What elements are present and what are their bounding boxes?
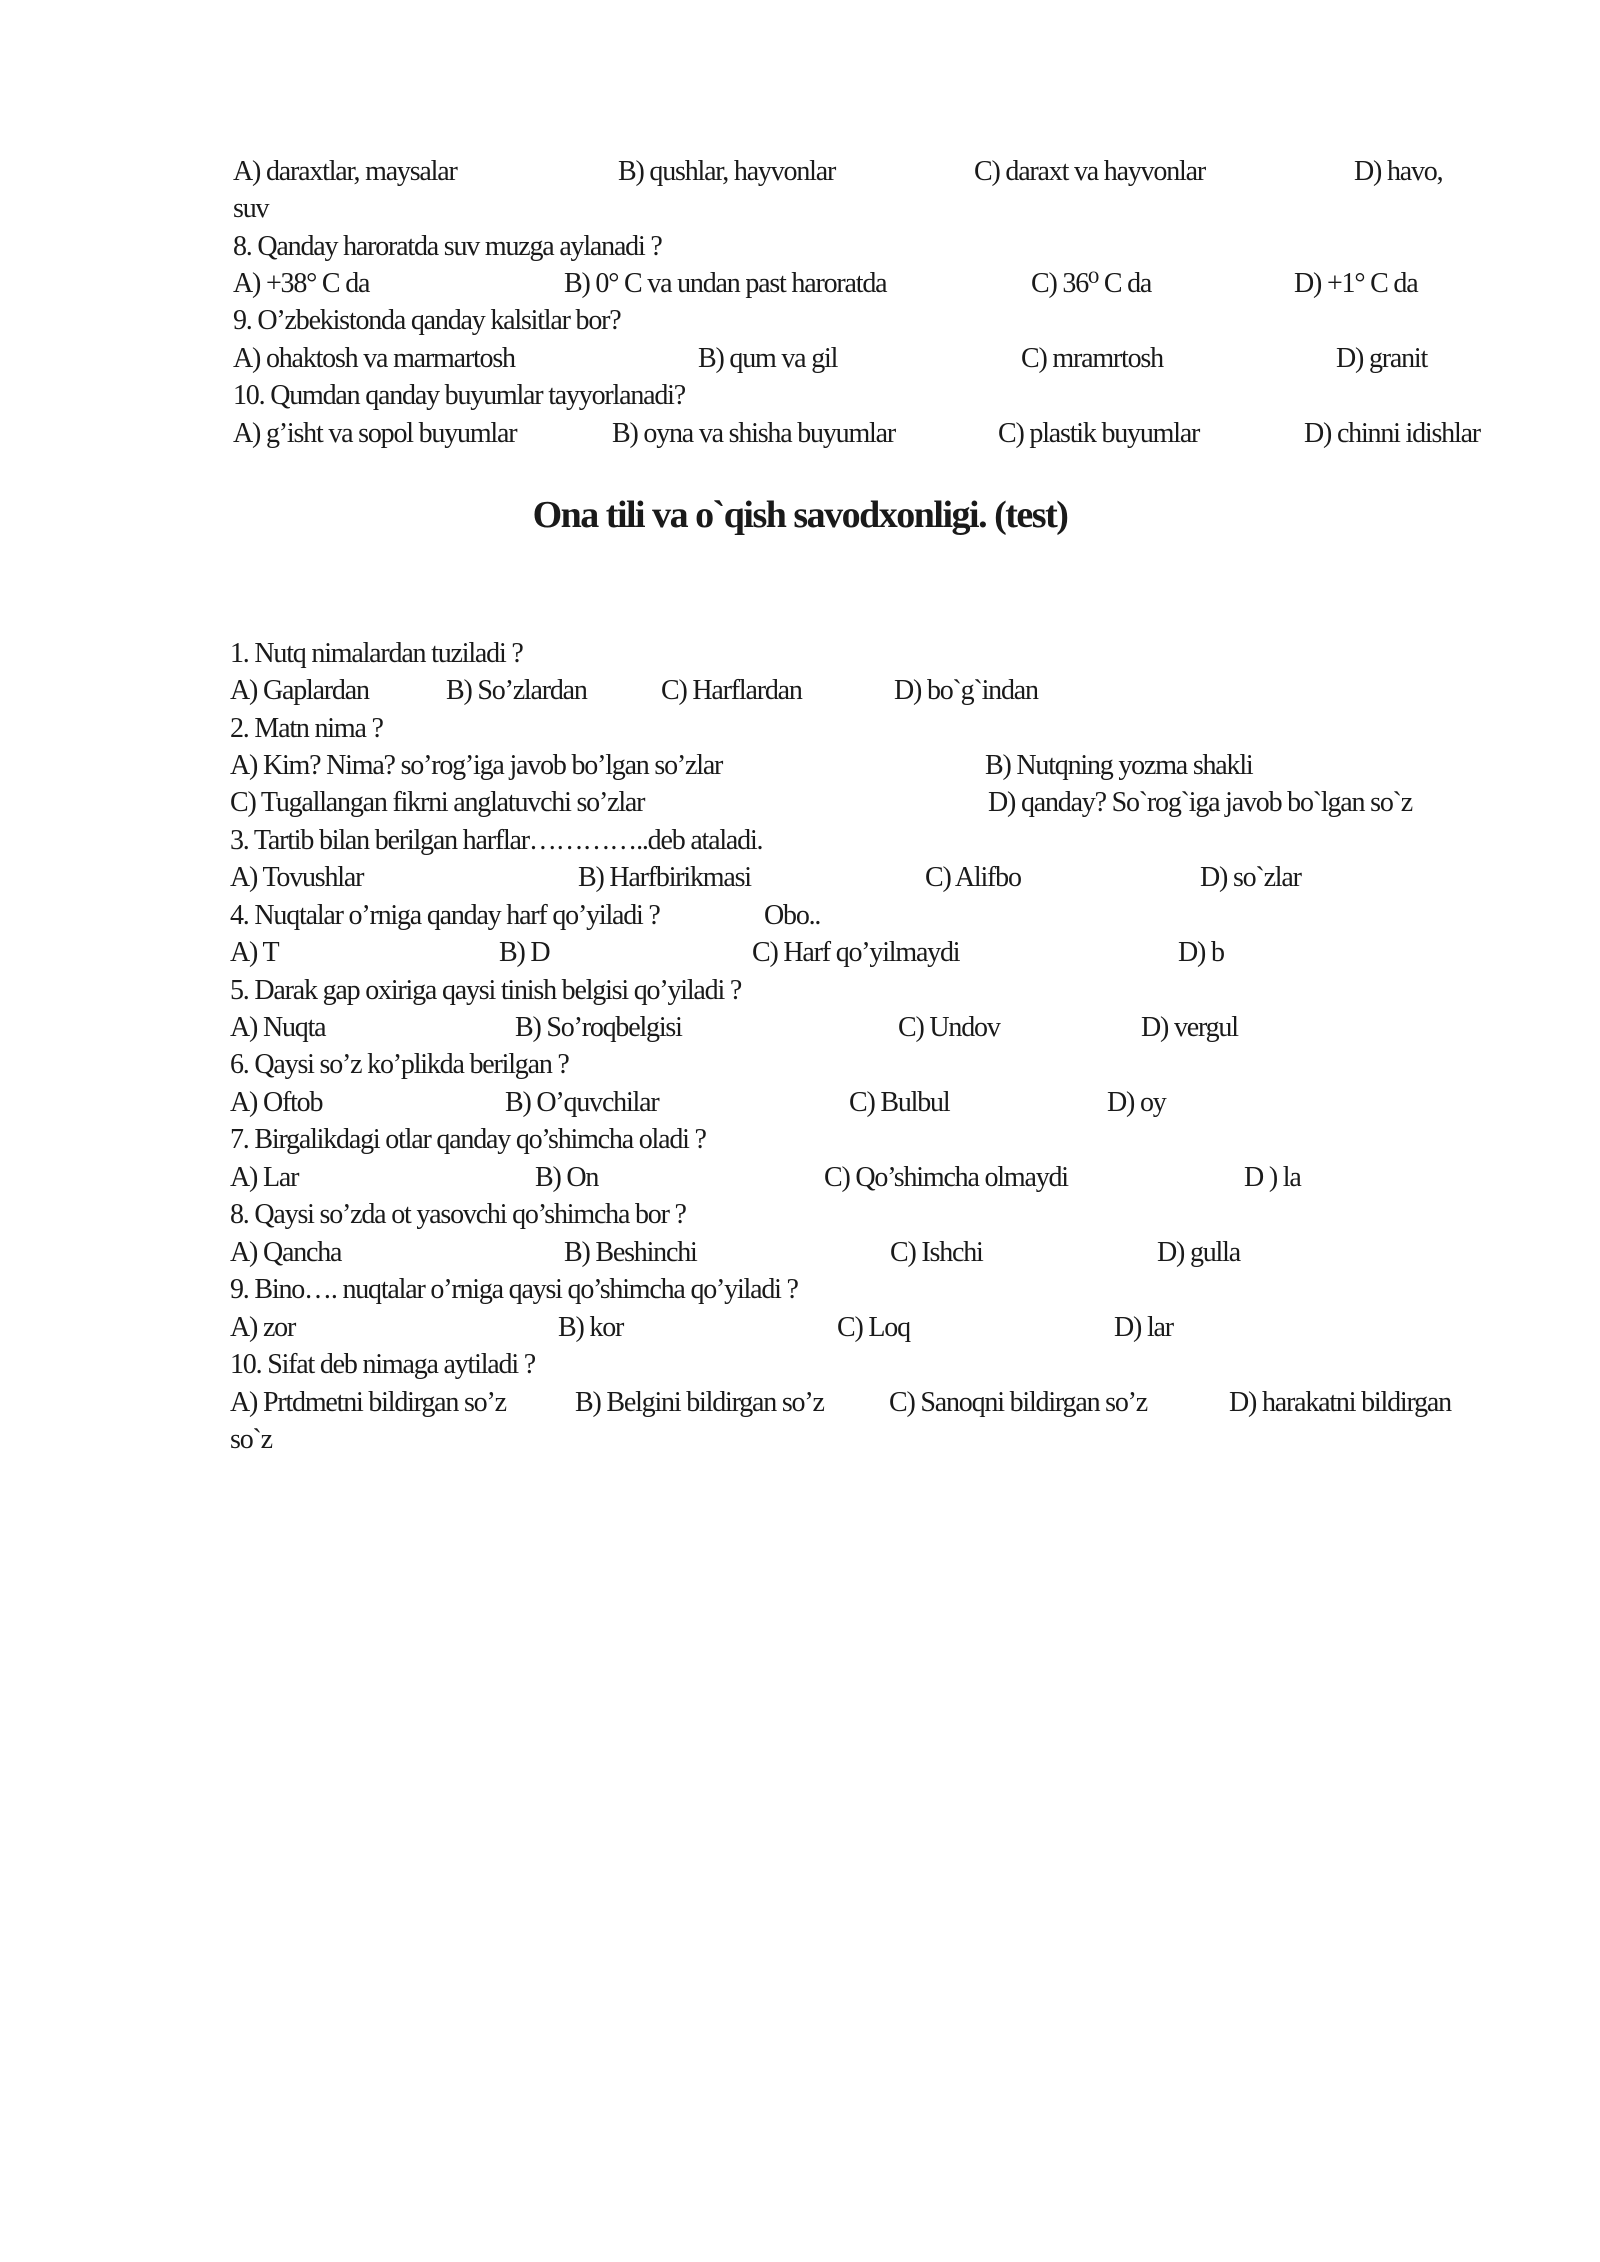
option-a: A) zor (230, 1312, 296, 1343)
question-10-options-wrap (0, 1421, 1600, 1458)
question-1 (0, 635, 1600, 672)
question-text: 3. Tartib bilan berilgan harflar…………..deb ataladi. (230, 825, 763, 856)
option-b: B) On (535, 1162, 599, 1193)
section-title: Ona tili va o`qish savodxonligi. (test) (532, 494, 1068, 536)
option-c: C) Alifbo (925, 862, 1021, 893)
option-c: C) Qo’shimcha olmaydi (824, 1162, 1068, 1193)
option-d: D) oy (1107, 1087, 1166, 1118)
question-8-options (0, 265, 1600, 302)
option-c: C) Loq (837, 1312, 910, 1343)
option-a: A) ohaktosh va marmartosh (233, 343, 515, 374)
option-d: D) gulla (1157, 1237, 1240, 1268)
option-b: B) kor (558, 1312, 624, 1343)
option-b: B) Beshinchi (564, 1237, 697, 1268)
option-a: A) Kim? Nima? so’rog’iga javob bo’lgan so’zlar (230, 750, 723, 781)
option-b: B) oyna va shisha buyumlar (612, 418, 895, 449)
question-3-options (0, 859, 1600, 896)
option-b: B) So’roqbelgisi (515, 1012, 682, 1043)
question-text: 4. Nuqtalar o’rniga qanday harf qo’yiladi ? (230, 900, 660, 931)
question-8 (0, 1196, 1600, 1233)
question-text: 8. Qanday haroratda suv muzga aylanadi ? (233, 231, 662, 262)
option-c: C) Sanoqni bildirgan so’z (889, 1387, 1148, 1418)
question-7 (0, 1121, 1600, 1158)
question-4 (0, 897, 1600, 934)
question-10 (0, 377, 1600, 414)
option-b: B) O’quvchilar (505, 1087, 659, 1118)
option-a: A) Gaplardan (230, 675, 369, 706)
question-10-options (0, 415, 1600, 452)
question-10 (0, 1346, 1600, 1383)
option-d: D) chinni idishlar (1304, 418, 1480, 449)
question-1-options (0, 672, 1600, 709)
option-d: D ) la (1244, 1162, 1301, 1193)
option-d: D) qanday? So`rog`iga javob bo`lgan so`z (988, 787, 1412, 818)
option-a: A) Lar (230, 1162, 299, 1193)
option-b: B) 0° C va undan past haroratda (564, 268, 887, 299)
option-c: C) Undov (898, 1012, 1000, 1043)
option-b: B) D (499, 937, 550, 968)
question-7-options (0, 1159, 1600, 1196)
question-7-options (0, 153, 1600, 190)
option-a: A) Nuqta (230, 1012, 326, 1043)
option-a: A) Qancha (230, 1237, 342, 1268)
question-10-options (0, 1384, 1600, 1421)
option-d-wrap: suv (233, 193, 269, 224)
option-a: A) Prtdmetni bildirgan so’z (230, 1387, 506, 1418)
option-d: D) b (1178, 937, 1224, 968)
question-6-options (0, 1084, 1600, 1121)
question-9-options (0, 1309, 1600, 1346)
question-3 (0, 822, 1600, 859)
option-c: C) daraxt va hayvonlar (974, 156, 1205, 187)
question-8-options (0, 1234, 1600, 1271)
question-9 (0, 1271, 1600, 1308)
question-text: 8. Qaysi so’zda ot yasovchi qo’shimcha bor ? (230, 1199, 686, 1230)
option-c: C) plastik buyumlar (998, 418, 1200, 449)
question-7-options-wrap (0, 190, 1600, 227)
question-9-options (0, 340, 1600, 377)
option-d: D) bo`g`indan (894, 675, 1038, 706)
option-d: D) harakatni bildirgan (1229, 1387, 1451, 1418)
question-word: Obo.. (764, 900, 821, 931)
question-2-options-row2 (0, 784, 1600, 821)
option-d: D) granit (1336, 343, 1428, 374)
option-a: A) T (230, 937, 279, 968)
option-b: B) qum va gil (698, 343, 838, 374)
question-9 (0, 302, 1600, 339)
option-b: B) Belgini bildirgan so’z (575, 1387, 824, 1418)
option-a: A) Tovushlar (230, 862, 364, 893)
question-text: 9. O’zbekistonda qanday kalsitlar bor? (233, 305, 621, 336)
option-b: B) qushlar, hayvonlar (618, 156, 836, 187)
question-text: 1. Nutq nimalardan tuziladi ? (230, 638, 523, 669)
option-d: D) +1° C da (1294, 268, 1418, 299)
question-8 (0, 228, 1600, 265)
option-b: B) So’zlardan (446, 675, 587, 706)
option-d: D) vergul (1141, 1012, 1238, 1043)
option-c: C) mramrtosh (1021, 343, 1163, 374)
question-text: 10. Sifat deb nimaga aytiladi ? (230, 1349, 535, 1380)
option-a: A) g’isht va sopol buyumlar (233, 418, 517, 449)
question-text: 2. Matn nima ? (230, 713, 383, 744)
question-text: 5. Darak gap oxiriga qaysi tinish belgisi qo’yiladi ? (230, 975, 742, 1006)
option-c: C) Tugallangan fikrni anglatuvchi so’zlar (230, 787, 645, 818)
option-d: D) havo, (1354, 156, 1443, 187)
option-a: A) daraxtlar, maysalar (233, 156, 457, 187)
question-5 (0, 972, 1600, 1009)
question-text: 9. Bino…. nuqtalar o’rniga qaysi qo’shimcha qo’yiladi ? (230, 1274, 798, 1305)
option-c: C) Ishchi (890, 1237, 983, 1268)
option-b: B) Harfbirikmasi (578, 862, 751, 893)
option-c: C) 36⁰ C da (1031, 268, 1152, 299)
option-d: D) so`zlar (1200, 862, 1301, 893)
question-text: 7. Birgalikdagi otlar qanday qo’shimcha oladi ? (230, 1124, 706, 1155)
option-c: C) Harflardan (661, 675, 802, 706)
option-c: C) Harf qo’yilmaydi (752, 937, 960, 968)
option-b: B) Nutqning yozma shakli (985, 750, 1253, 781)
question-text: 6. Qaysi so’z ko’plikda berilgan ? (230, 1049, 569, 1080)
question-text: 10. Qumdan qanday buyumlar tayyorlanadi? (233, 380, 685, 411)
question-4-options (0, 934, 1600, 971)
option-d: D) lar (1114, 1312, 1173, 1343)
option-a: A) +38° C da (233, 268, 370, 299)
option-d-wrap: so`z (230, 1424, 272, 1455)
question-6 (0, 1046, 1600, 1083)
question-2 (0, 710, 1600, 747)
option-c: C) Bulbul (849, 1087, 950, 1118)
question-2-options-row1 (0, 747, 1600, 784)
option-a: A) Oftob (230, 1087, 323, 1118)
question-5-options (0, 1009, 1600, 1046)
